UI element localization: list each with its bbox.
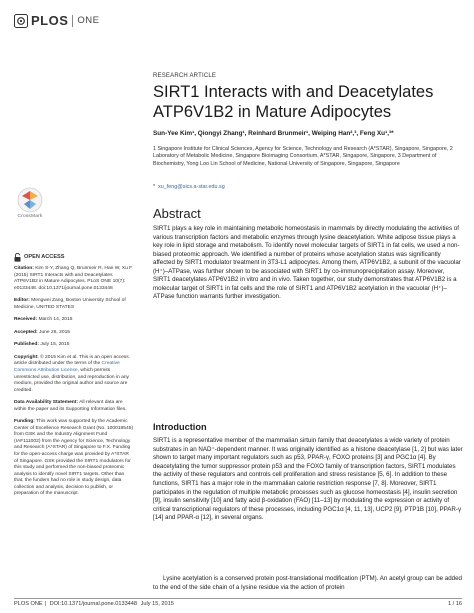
editor-text: Mengwei Zang, Boston University School of Medicine, UNITED STATES bbox=[14, 298, 126, 310]
affiliations: 1 Singapore Institute for Clinical Sciences, Agency for Science, Technology and Research (A*STAR), Singapore, Singapore, 2 Laboratory of Metabolic Medicine, Singapore Bioimaging Consortium, A*STAR, Singapore, Singapore, 3 Department of Biochemistry, Yong Loo Lin School of Medicine, National University of Singapore, Singapore, Singapore bbox=[153, 146, 453, 167]
citation bbox=[14, 266, 134, 292]
introduction-heading: Introduction bbox=[153, 422, 207, 432]
article-title: SIRT1 Interacts with and Deacetylates ATP6V1B2 in Mature Adipocytes bbox=[153, 83, 434, 121]
citation-text: Kim S-Y, Zhang Q, Brunmeir R, Han W, Xu F (2015) SIRT1 Interacts with and Deacetylates ATP6V1B2 in Mature Adipocytes. PLoS ONE 10(7): e0133448. doi:10.1371/journal.pone.0133448 bbox=[14, 266, 133, 291]
copyright-label: Copyright: bbox=[14, 354, 39, 360]
abstract-text: SIRT1 plays a key role in maintaining metabolic homeostasis in mammals by directly modulating the activities of various transcription factors and metabolic enzymes through lysine deacetylation. White adipose tissue plays a key role in lipid storage and metabolism. To identify novel molecular targets of SIRT1 in fat cells, we used a non-biased proteomic approach. We identified a number of proteins whose acetylation status was significantly affected by SIRT1 modulator treatment in 3T3-L1 adipocytes. Among them, ATP6V1B2, a subunit of the vacuolar (H⁺)–ATPase, was further shown to be associated with SIRT1 by co-immunoprecipitation assay. Moreover, SIRT1 deacetylates ATP6V1B2 in vitro and in vivo. Taken together, our study demonstrates that ATP6V1B2 is a molecular target of SIRT1 in fat cells and the role of SIRT1 and ATP6V1B2 acetylation in the vacuolar (H⁺)–ATPase function warrants further investigation. bbox=[153, 225, 461, 301]
funding bbox=[14, 419, 134, 498]
funding-text: This work was supported by the Academic Center of Excellence Research Grant (No. 100019545) from GSK and the Industry Alignment Fund (IAF111002) from the Agency for Science, Technology and Research (A*STAR) of Singapore to F.X. Funding for the open-access charge was provided by A*STAR of Singapore. GSK provided the SIRT1 modulators for this study and performed the non-biased proteomic analysis to identify novel SIRT1 targets. Other than that, the funders had no role in study design, data collection and analysis, decision to publish, or preparation of the manuscript. bbox=[14, 419, 134, 497]
crossmark-icon bbox=[17, 187, 43, 213]
published-label: Published: bbox=[14, 342, 39, 348]
logo-suffix: ONE bbox=[77, 15, 100, 26]
received-value: March 14, 2015 bbox=[38, 317, 73, 323]
accepted-label: Accepted: bbox=[14, 329, 38, 335]
correspondence bbox=[153, 184, 225, 190]
abstract-heading: Abstract bbox=[153, 206, 201, 221]
published-value: July 15, 2015 bbox=[40, 342, 70, 348]
data-availability bbox=[14, 400, 134, 413]
received-label: Received: bbox=[14, 317, 38, 323]
copyright bbox=[14, 355, 134, 394]
footer-left: PLOS ONE | DOI:10.1371/journal.pone.0133448 July 15, 2015 bbox=[14, 601, 174, 607]
plos-logo-icon bbox=[14, 14, 28, 28]
footer-journal: PLOS ONE bbox=[14, 601, 43, 607]
article-info-sidebar bbox=[14, 253, 134, 504]
editor-label: Editor: bbox=[14, 298, 30, 304]
open-lock-icon bbox=[14, 253, 21, 262]
introduction-paragraph-1: SIRT1 is a representative member of the mammalian sirtuin family that deacetylates a wide variety of protein substrates in an NAD⁺-dependent manner. It was originally identified as a histone deacetylase [1, 2] but was later shown to target many important regulators such as p53, PPAR-γ, FOXO proteins [3] and PGC1α [4]. By deacetylating the tumor suppressor protein p53 and the FOXO family of transcription factors, SIRT1 modulates the activity of these regulators and controls cell proliferation and stress resistance [5, 6]. In addition to these functions, SIRT1 has a major role in the mammalian calorie restriction response [7, 8]. Moreover, SIRT1 participates in the regulation of multiple metabolic processes such as glucose homeostasis [4], insulin secretion [9], insulin sensitivity [10] and fatty acid β-oxidation (FAO) [11–13] by modulating the expression or activity of critical transcriptional regulators of these processes, including PGC1α [4, 11, 13], UCP2 [9], PTP1B [10], PPAR-γ [14] and PPAR-α [12], in several organs. bbox=[153, 437, 463, 522]
plos-one-logo[interactable] bbox=[14, 13, 100, 28]
open-access-label: OPEN ACCESS bbox=[24, 254, 65, 261]
logo-text: PLOS bbox=[31, 13, 69, 28]
accepted-value: June 26, 2015 bbox=[39, 329, 71, 335]
copyright-text-pre: © 2015 Kim et al. This is an open access article distributed under the terms of the bbox=[14, 354, 129, 367]
copyright-text-post: , which permits unrestricted use, distribution, and reproduction in any medium, provided the original author and source are credited. bbox=[14, 368, 129, 393]
footer-doi-link[interactable]: DOI:10.1371/journal.pone.0133448 bbox=[49, 601, 138, 607]
received-date bbox=[14, 317, 134, 324]
crossmark-label: CrossMark bbox=[17, 214, 43, 219]
published-date bbox=[14, 342, 134, 349]
cc-license-link[interactable]: Creative Commons Attribution License bbox=[14, 361, 120, 374]
editor bbox=[14, 298, 134, 311]
introduction-paragraph-2: Lysine acetylation is a conserved protein post-translational modification (PTM). An acetyl group can be added to the end of the side chain of a lysine residue via the action of protein bbox=[153, 575, 462, 591]
page-number: 1 / 16 bbox=[448, 601, 462, 607]
author-list: Sun-Yee Kim¹, Qiongyi Zhang¹, Reinhard Brunmeir¹, Weiping Han²,³, Feng Xu¹,³* bbox=[153, 130, 394, 137]
correspondence-marker: * bbox=[153, 184, 156, 190]
logo-divider bbox=[72, 15, 73, 27]
accepted-date bbox=[14, 330, 134, 337]
footer-date: July 15, 2015 bbox=[140, 601, 174, 607]
open-access-badge bbox=[14, 253, 134, 262]
article-type: RESEARCH ARTICLE bbox=[153, 73, 217, 79]
footer-divider bbox=[14, 598, 462, 599]
correspondence-email-link[interactable]: xu_feng@sics.a-star.edu.sg bbox=[158, 184, 225, 190]
crossmark-badge[interactable] bbox=[14, 187, 46, 219]
page-footer bbox=[14, 601, 462, 607]
citation-label: Citation: bbox=[14, 266, 34, 271]
data-availability-text: All relevant data are within the paper and its Supporting Information files. bbox=[14, 400, 127, 412]
data-availability-label: Data Availability Statement: bbox=[14, 400, 79, 406]
funding-label: Funding: bbox=[14, 419, 35, 425]
